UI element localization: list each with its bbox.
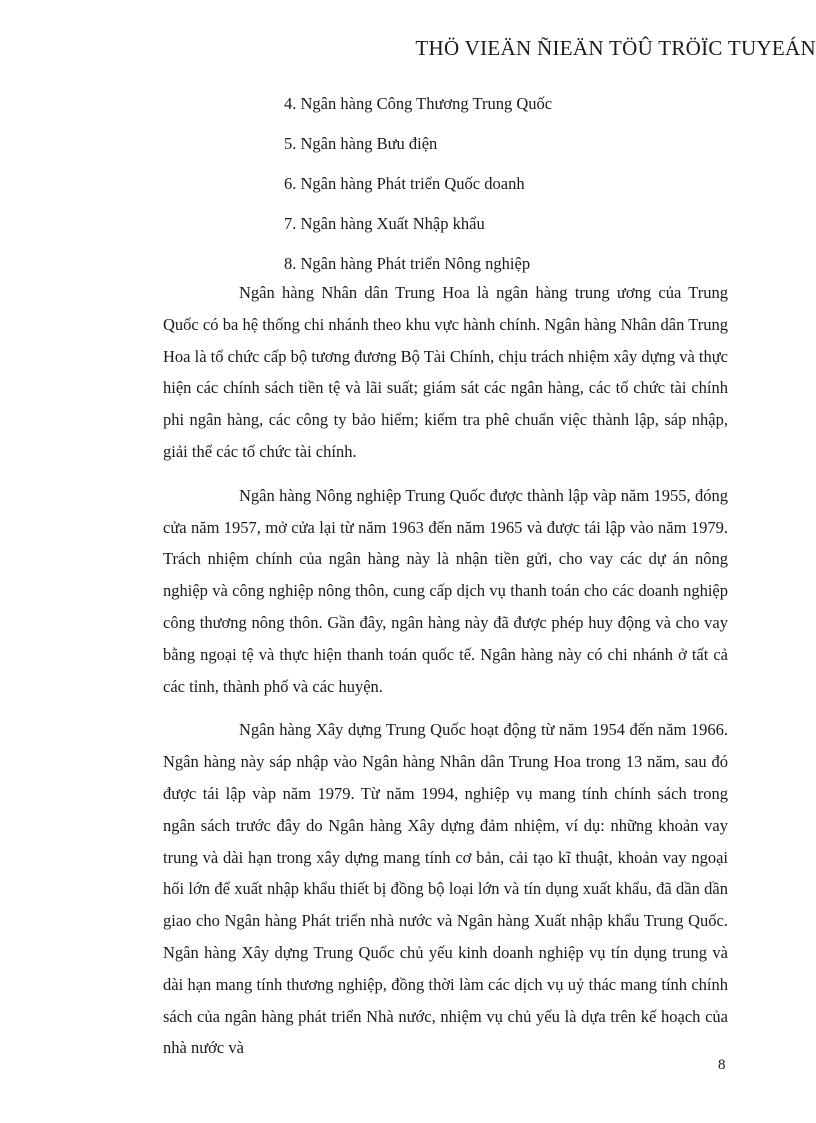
- page-number: 8: [718, 1057, 726, 1073]
- list-item: 6. Ngân hàng Phát triển Quốc doanh: [284, 174, 525, 193]
- paragraph-construction-bank: Ngân hàng Xây dựng Trung Quốc hoạt động từ năm 1954 đến năm 1966. Ngân hàng này sáp nhập vào Ngân hàng Nhân dân Trung Hoa trong 13 năm, sau đó được tái lập vàp năm 1979. Từ năm 1994, nghiệp vụ mang tính chính sách trong ngân sách trước đây do Ngân hàng Xây dựng đảm nhiệm, ví dụ: những khoản vay trung và dài hạn trong xây dựng mang tính cơ bản, cải tạo kĩ thuật, khoản vay ngoại hối lớn để xuất nhập khẩu thiết bị đồng bộ loại lớn và tín dụng xuất khẩu, đã dần dần giao cho Ngân hàng Phát triển nhà nước và Ngân hàng Xuất nhập khẩu Trung Quốc. Ngân hàng Xây dựng Trung Quốc chủ yếu kinh doanh nghiệp vụ tín dụng trung và dài hạn mang tính thương nghiệp, đồng thời làm các dịch vụ uỷ thác mang tính chính sách của ngân hàng phát triển Nhà nước, nhiệm vụ chủ yếu là dựa trên kế hoạch của nhà nước và: [163, 720, 728, 1058]
- paragraph-peoples-bank: Ngân hàng Nhân dân Trung Hoa là ngân hàng trung ương của Trung Quốc có ba hệ thống chi nhánh theo khu vực hành chính. Ngân hàng Nhân dân Trung Hoa là tổ chức cấp bộ tương đương Bộ Tài Chính, chịu trách nhiệm xây dựng và thực hiện các chính sách tiền tệ và lãi suất; giám sát các ngân hàng, các tổ chức tài chính phi ngân hàng, các công ty bảo hiểm; kiểm tra phê chuẩn việc thành lập, sáp nhập, giải thể các tổ chức tài chính.: [163, 283, 728, 461]
- list-item: 7. Ngân hàng Xuất Nhập khẩu: [284, 214, 485, 233]
- page-header: THÖ VIEÄN ÑIEÄN TÖÛ TRÖÏC TUYEÁN: [415, 36, 816, 60]
- bank-list: [284, 84, 552, 284]
- paragraph-agricultural-bank: Ngân hàng Nông nghiệp Trung Quốc được thành lập vàp năm 1955, đóng cửa năm 1957, mở cửa lại từ năm 1963 đến năm 1965 và được tái lập vào năm 1979. Trách nhiệm chính của ngân hàng này là nhận tiền gửi, cho vay các dự án nông nghiệp và công nghiệp nông thôn, cung cấp dịch vụ thanh toán cho các doanh nghiệp công thương nông thôn. Gần đây, ngân hàng này đã được phép huy động và cho vay bằng ngoại tệ và thực hiện thanh toán quốc tế. Ngân hàng này có chi nhánh ở tất cả các tỉnh, thành phố và các huyện.: [163, 485, 728, 696]
- body-text: [163, 277, 728, 1076]
- list-item: 5. Ngân hàng Bưu điện: [284, 134, 438, 153]
- list-item: 8. Ngân hàng Phát triển Nông nghiệp: [284, 254, 531, 273]
- list-item: 4. Ngân hàng Công Thương Trung Quốc: [284, 94, 553, 113]
